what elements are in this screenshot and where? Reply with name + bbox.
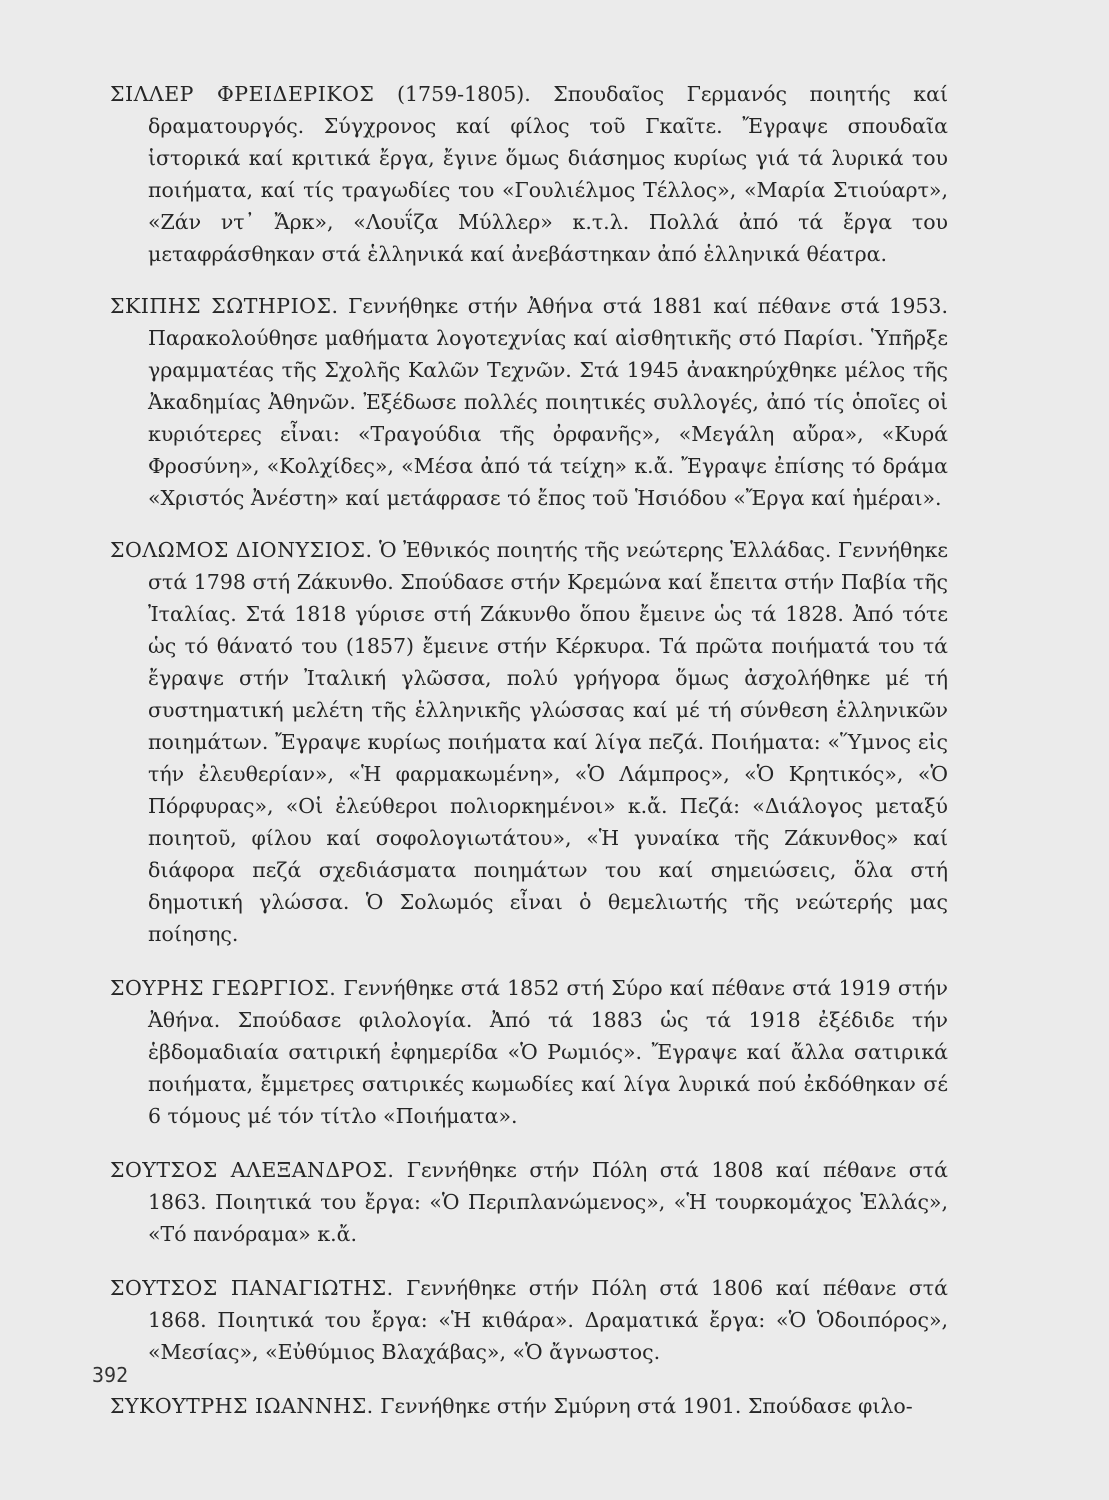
entry-text: Γεννήθηκε στήν Σμύρνη στά 1901. Σπούδασε φιλο- — [380, 1394, 913, 1418]
entry-text: Γεννήθηκε στά 1852 στή Σύρο καί πέθανε στά 1919 στήν Ἀθήνα. Σπούδασε φιλολογία. Ἀπό τά 1883 ὡς τά 1918 ἐξέδιδε τήν ἑβδομαδιαία σατιρική ἐφημερίδα «Ὁ Ρωμιός». Ἔγραψε καί ἄλλα σατιρικά ποιήματα, ἔμμετρες σατιρικές κωμωδίες καί λίγα λυρικά πού ἐκδόθηκαν σέ 6 τόμους μέ τόν τίτλο «Ποιήματα». — [148, 976, 948, 1128]
entry-name: ΣΟΥΤΣΟΣ ΑΛΕΞΑΝΔΡΟΣ. — [110, 1158, 395, 1182]
entry-souris — [110, 972, 948, 1132]
entry-soutsos-alexandros — [110, 1154, 948, 1250]
page-number: 392 — [92, 1363, 129, 1387]
entry-schiller — [110, 78, 948, 270]
entry-text: Γεννήθηκε στήν Πόλη στά 1806 καί πέθανε στά 1868. Ποιητικά του ἔργα: «Ἡ κιθάρα». Δραματικά ἔργα: «Ὁ Ὁδοιπόρος», «Μεσίας», «Εὐθύμιος Βλαχάβας», «Ὁ ἄγνωστος. — [148, 1276, 948, 1364]
entry-text: (1759-1805). Σπουδαῖος Γερμανός ποιητής καί δραματουργός. Σύγχρονος καί φίλος τοῦ Γκαῖτε. Ἔγραψε σπουδαῖα ἱστορικά καί κριτικά ἔργα, ἔγινε ὅμως διάσημος κυρίως γιά τά λυρικά του ποιήματα, καί τίς τραγωδίες του «Γουλιέλμος Τέλλος», «Μαρία Στιούαρτ», «Ζάν ντ᾽ Ἄρκ», «Λουΐζα Μύλλερ» κ.τ.λ. Πολλά ἀπό τά ἔργα του μεταφράσθηκαν στά ἑλληνικά καί ἀνεβάστηκαν ἀπό ἑλληνικά θέατρα. — [148, 82, 948, 266]
entry-name: ΣΚΙΠΗΣ ΣΩΤΗΡΙΟΣ. — [110, 294, 339, 318]
entry-name: ΣΙΛΛΕΡ ΦΡΕΙΔΕΡΙΚΟΣ — [110, 82, 375, 106]
biographical-entries — [110, 78, 948, 1422]
entry-text: Γεννήθηκε στήν Ἀθήνα στά 1881 καί πέθανε στά 1953. Παρακολούθησε μαθήματα λογοτεχνίας καί αἰσθητικῆς στό Παρίσι. Ὑπῆρξε γραμματέας τῆς Σχολῆς Καλῶν Τεχνῶν. Στά 1945 ἀνακηρύχθηκε μέλος τῆς Ἀκαδημίας Ἀθηνῶν. Ἐξέδωσε πολλές ποιητικές συλλογές, ἀπό τίς ὁποῖες οἱ κυριότερες εἶναι: «Τραγούδια τῆς ὀρφανῆς», «Μεγάλη αὔρα», «Κυρά Φροσύνη», «Κολχίδες», «Μέσα ἀπό τά τείχη» κ.ἄ. Ἔγραψε ἐπίσης τό δράμα «Χριστός Ἀνέστη» καί μετάφρασε τό ἔπος τοῦ Ἡσιόδου «Ἔργα καί ἡμέραι». — [148, 294, 948, 510]
entry-name: ΣΥΚΟΥΤΡΗΣ ΙΩΑΝΝΗΣ. — [110, 1394, 374, 1418]
entry-skipis — [110, 290, 948, 514]
entry-solomos — [110, 534, 948, 950]
entry-name: ΣΟΛΩΜΟΣ ΔΙΟΝΥΣΙΟΣ. — [110, 538, 373, 562]
entry-text: Ὁ Ἐθνικός ποιητής τῆς νεώτερης Ἑλλάδας. Γεννήθηκε στά 1798 στή Ζάκυνθο. Σπούδασε στήν Κρεμώνα καί ἔπειτα στήν Παβία τῆς Ἰταλίας. Στά 1818 γύρισε στή Ζάκυνθο ὅπου ἔμεινε ὡς τά 1828. Ἀπό τότε ὡς τό θάνατό του (1857) ἔμεινε στήν Κέρκυρα. Τά πρῶτα ποιήματά του τά ἔγραψε στήν Ἰταλική γλῶσσα, πολύ γρήγορα ὅμως ἀσχολήθηκε μέ τή συστηματική μελέτη τῆς ἑλληνικῆς γλώσσας καί μέ τή σύνθεση ἑλληνικῶν ποιημάτων. Ἔγραψε κυρίως ποιήματα καί λίγα πεζά. Ποιήματα: «Ὕμνος εἰς τήν ἐλευθερίαν», «Ἡ φαρμακωμένη», «Ὁ Λάμπρος», «Ὁ Κρητικός», «Ὁ Πόρφυρας», «Οἱ ἐλεύθεροι πολιορκημένοι» κ.ἄ. Πεζά: «Διάλογος μεταξύ ποιητοῦ, φίλου καί σοφολογιωτάτου», «Ἡ γυναίκα τῆς Ζάκυνθος» καί διάφορα πεζά σχεδιάσματα ποιημάτων του καί σημειώσεις, ὅλα στή δημοτική γλώσσα. Ὁ Σολωμός εἶναι ὁ θεμελιωτής τῆς νεώτερής μας ποίησης. — [148, 538, 948, 946]
entry-text: Γεννήθηκε στήν Πόλη στά 1808 καί πέθανε στά 1863. Ποιητικά του ἔργα: «Ὁ Περιπλανώμενος», «Ἡ τουρκομάχος Ἑλλάς», «Τό πανόραμα» κ.ἄ. — [148, 1158, 948, 1246]
entry-name: ΣΟΥΡΗΣ ΓΕΩΡΓΙΟΣ. — [110, 976, 337, 1000]
entry-sykoutris — [110, 1390, 948, 1422]
entry-name: ΣΟΥΤΣΟΣ ΠΑΝΑΓΙΩΤΗΣ. — [110, 1276, 394, 1300]
entry-soutsos-panagiotis — [110, 1272, 948, 1368]
